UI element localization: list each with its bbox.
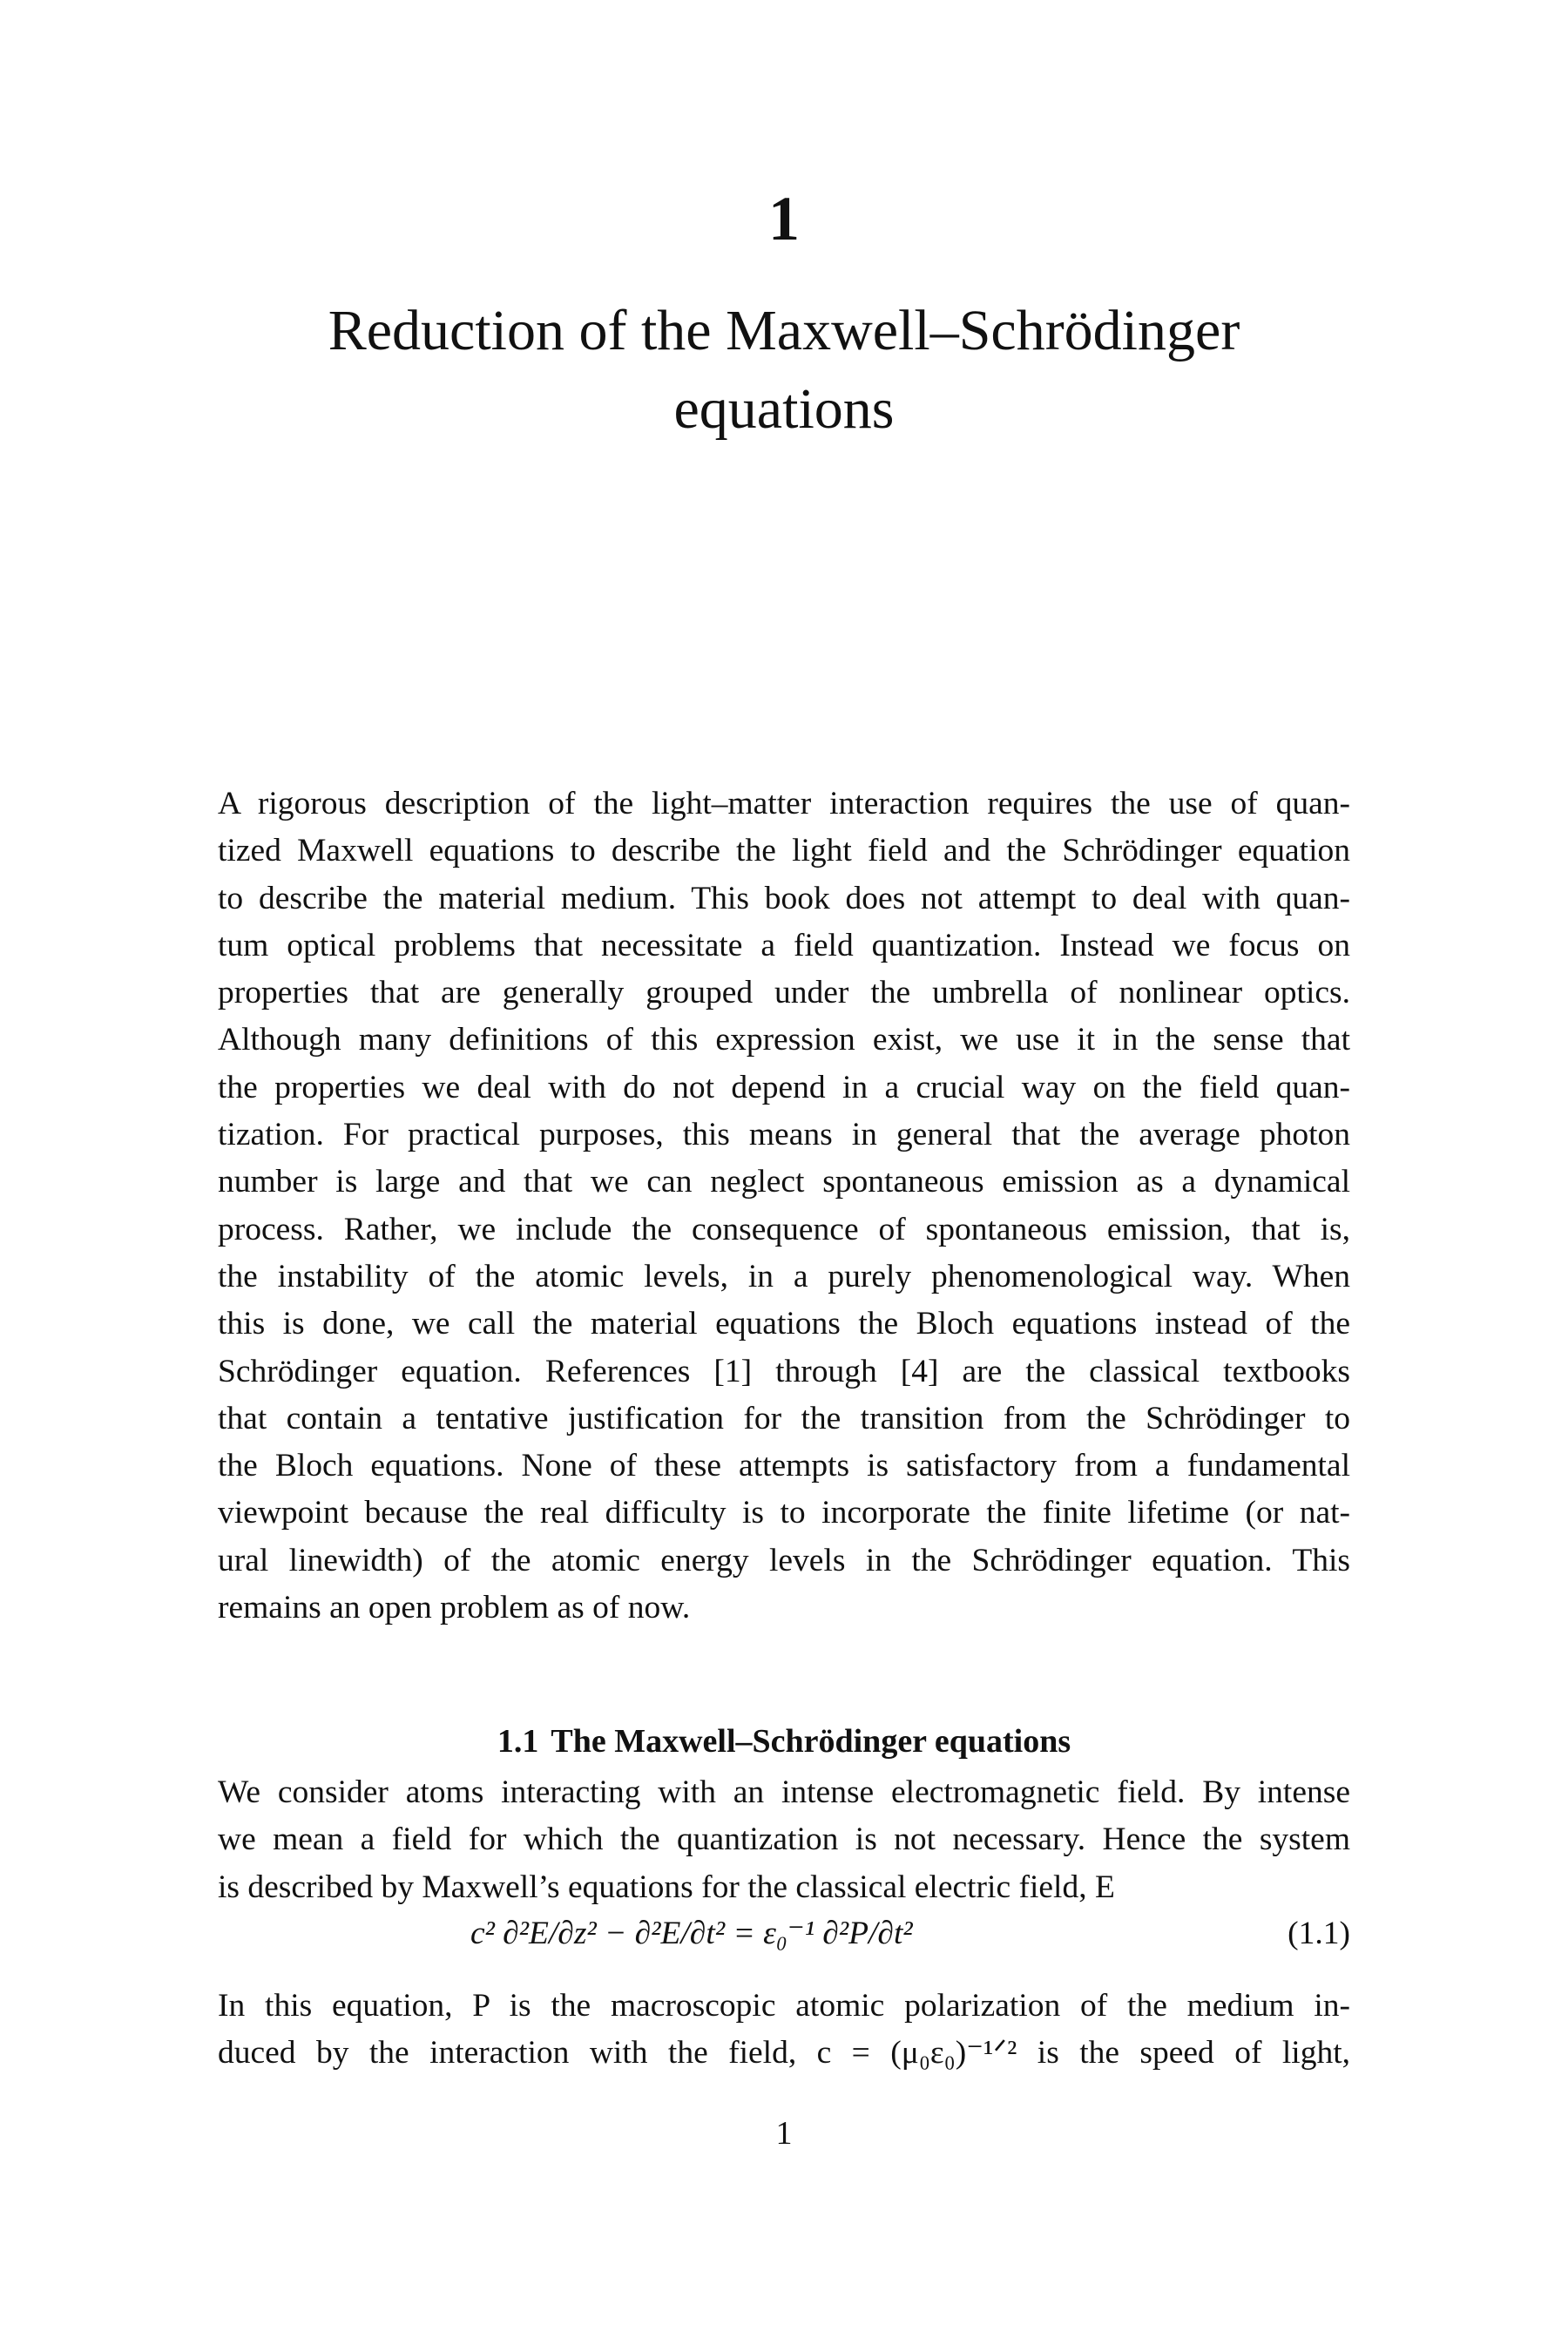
- post-equation-paragraph: [218, 1983, 1350, 2078]
- intro-line: to describe the material medium. This book does not attempt to deal with quan-: [218, 880, 1350, 916]
- intro-line: the properties we deal with do not depend in a crucial way on the field quan-: [218, 1069, 1350, 1105]
- intro-line: tum optical problems that necessitate a field quantization. Instead we focus on: [218, 927, 1350, 963]
- intro-line: the instability of the atomic levels, in a purely phenomenological way. When: [218, 1258, 1350, 1294]
- post-equation-line: duced by the interaction with the field, c = (μ₀ε₀)⁻¹ᐟ² is the speed of light,: [218, 2035, 1350, 2072]
- page-number: 1: [775, 2115, 793, 2152]
- intro-paragraph: [218, 781, 1350, 1632]
- equation-1-1: [218, 1908, 1350, 1960]
- equation-number: (1.1): [1288, 1916, 1350, 1951]
- chapter-title: [0, 292, 1568, 449]
- section-heading: [0, 1718, 1568, 1765]
- intro-line: viewpoint because the real difficulty is to incorporate the finite lifetime (or nat-: [218, 1495, 1350, 1531]
- intro-line: properties that are generally grouped under the umbrella of nonlinear optics.: [218, 975, 1350, 1011]
- chapter-number: 1: [768, 184, 800, 253]
- intro-line: Although many definitions of this expression exist, we use it in the sense that: [218, 1022, 1350, 1058]
- intro-line: tized Maxwell equations to describe the light field and the Schrödinger equation: [218, 833, 1350, 869]
- intro-line: process. Rather, we include the consequence of spontaneous emission, that is,: [218, 1211, 1350, 1247]
- intro-line: that contain a tentative justification for the transition from the Schrödinger to: [218, 1400, 1350, 1436]
- section-line: we mean a field for which the quantization is not necessary. Hence the system: [218, 1821, 1350, 1858]
- intro-line: A rigorous description of the light–matter interaction requires the use of quan-: [218, 786, 1350, 821]
- intro-line: Schrödinger equation. References [1] through [4] are the classical textbooks: [218, 1353, 1350, 1389]
- section-line: We consider atoms interacting with an intense electromagnetic field. By intense: [218, 1774, 1350, 1810]
- intro-line: remains an open problem as of now.: [218, 1590, 691, 1626]
- post-equation-line: In this equation, P is the macroscopic atomic polarization of the medium in-: [218, 1988, 1350, 2024]
- intro-line: this is done, we call the material equations the Bloch equations instead of the: [218, 1306, 1350, 1342]
- intro-line: the Bloch equations. None of these attempts is satisfactory from a fundamental: [218, 1448, 1350, 1484]
- equation-expression: c² ∂²E/∂z² − ∂²E/∂t² = ε₀⁻¹ ∂²P/∂t²: [470, 1916, 913, 1951]
- chapter-title-line-2: equations: [673, 377, 895, 441]
- chapter-title-line-1: Reduction of the Maxwell–Schrödinger: [328, 299, 1240, 362]
- section-line: is described by Maxwell’s equations for the classical electric field, E: [218, 1869, 1115, 1905]
- section-number: 1.1: [497, 1723, 539, 1760]
- section-title: The Maxwell–Schrödinger equations: [551, 1723, 1071, 1760]
- section-paragraph: [218, 1769, 1350, 1911]
- intro-line: number is large and that we can neglect spontaneous emission as a dynamical: [218, 1164, 1350, 1200]
- intro-line: tization. For practical purposes, this means in general that the average photon: [218, 1117, 1350, 1153]
- intro-line: ural linewidth) of the atomic energy levels in the Schrödinger equation. This: [218, 1542, 1350, 1578]
